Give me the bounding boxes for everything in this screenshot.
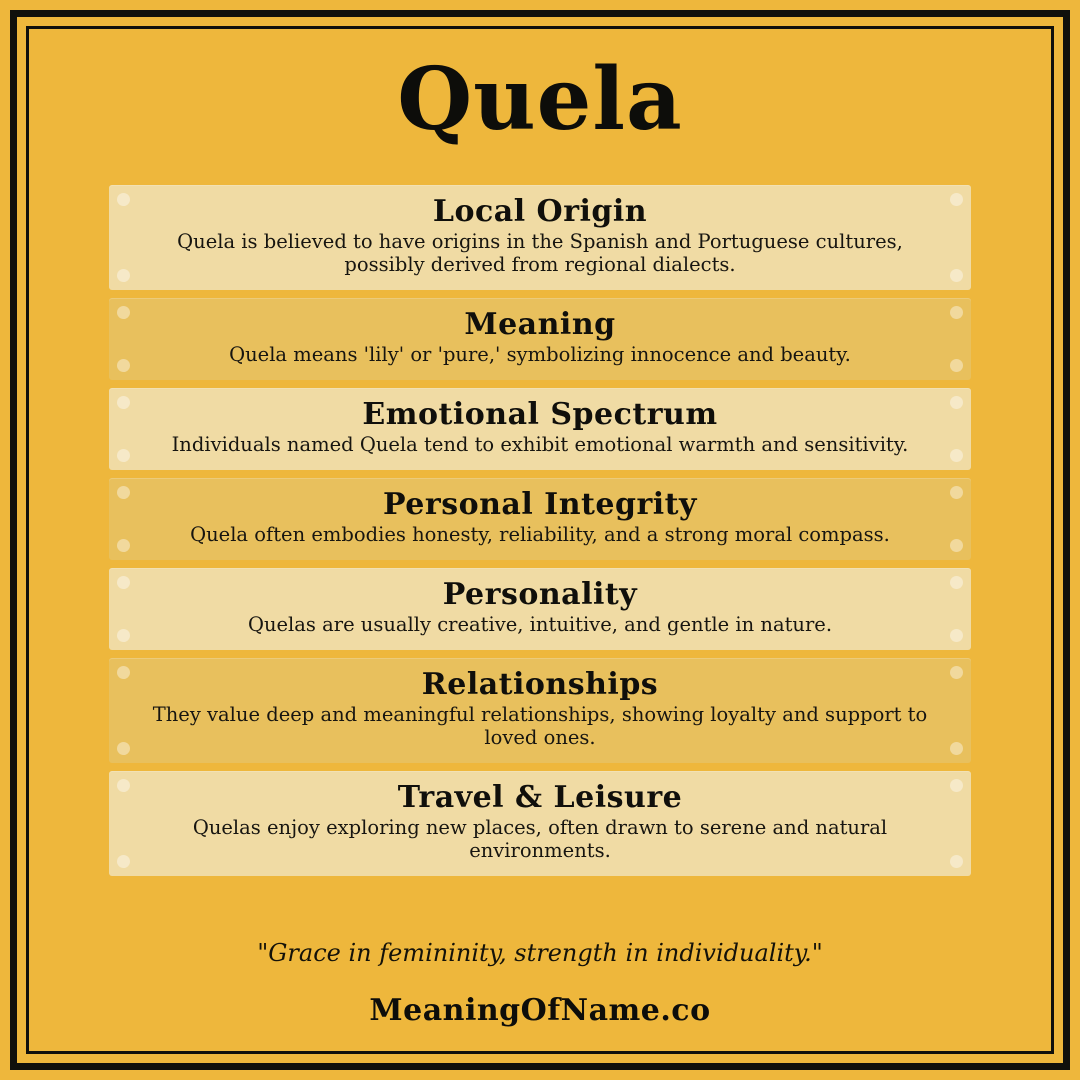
corner-dot-icon: [950, 306, 963, 319]
info-card-personality: [109, 568, 971, 650]
info-card-relationships: [109, 658, 971, 763]
corner-dot-icon: [950, 486, 963, 499]
info-card-meaning: [109, 298, 971, 380]
card-description: Quela is believed to have origins in the Spanish and Portuguese cultures, possibly derived from regional dialects.: [177, 230, 903, 277]
corner-dot-icon: [950, 193, 963, 206]
card-description: Quela means 'lily' or 'pure,' symbolizing innocence and beauty.: [229, 343, 851, 367]
card-description: Quela often embodies honesty, reliability, and a strong moral compass.: [190, 523, 890, 547]
corner-dot-icon: [117, 855, 130, 868]
corner-dot-icon: [117, 576, 130, 589]
corner-dot-icon: [950, 855, 963, 868]
quote-open-mark: ": [257, 939, 269, 967]
corner-dot-icon: [950, 359, 963, 372]
corner-dot-icon: [117, 486, 130, 499]
card-title: Emotional Spectrum: [362, 397, 718, 433]
corner-dot-icon: [117, 629, 130, 642]
info-card-travel-leisure: [109, 771, 971, 876]
card-description: Quelas enjoy exploring new places, often drawn to serene and natural environments.: [192, 816, 888, 863]
corner-dot-icon: [950, 539, 963, 552]
page-title: Quela: [397, 49, 683, 150]
corner-dot-icon: [117, 779, 130, 792]
poster-footer: [30, 939, 1050, 1028]
info-card-emotional-spectrum: [109, 388, 971, 470]
corner-dot-icon: [950, 742, 963, 755]
card-title: Relationships: [421, 667, 659, 703]
card-title: Personality: [442, 577, 638, 613]
corner-dot-icon: [117, 269, 130, 282]
corner-dot-icon: [117, 306, 130, 319]
card-description: Individuals named Quela tend to exhibit emotional warmth and sensitivity.: [171, 433, 909, 457]
corner-dot-icon: [117, 359, 130, 372]
quote-close-mark: ": [811, 939, 823, 967]
corner-dot-icon: [117, 396, 130, 409]
corner-dot-icon: [950, 666, 963, 679]
info-card-local-origin: [109, 185, 971, 290]
corner-dot-icon: [117, 193, 130, 206]
info-card-list: [109, 185, 971, 876]
poster-content: [30, 30, 1050, 1050]
corner-dot-icon: [117, 539, 130, 552]
corner-dot-icon: [117, 742, 130, 755]
tagline-text: Grace in femininity, strength in individuality.: [268, 939, 812, 967]
info-card-personal-integrity: [109, 478, 971, 560]
corner-dot-icon: [950, 576, 963, 589]
corner-dot-icon: [117, 449, 130, 462]
card-title: Meaning: [464, 307, 616, 343]
tagline-quote: [30, 939, 1050, 967]
corner-dot-icon: [950, 269, 963, 282]
corner-dot-icon: [950, 629, 963, 642]
corner-dot-icon: [117, 666, 130, 679]
corner-dot-icon: [950, 779, 963, 792]
card-title: Local Origin: [432, 194, 648, 230]
card-title: Travel & Leisure: [397, 780, 683, 816]
card-description: They value deep and meaningful relationships, showing loyalty and support to loved ones.: [152, 703, 928, 750]
corner-dot-icon: [950, 396, 963, 409]
card-title: Personal Integrity: [383, 487, 697, 523]
card-description: Quelas are usually creative, intuitive, and gentle in nature.: [247, 613, 833, 637]
site-name: MeaningOfName.co: [369, 993, 711, 1028]
corner-dot-icon: [950, 449, 963, 462]
